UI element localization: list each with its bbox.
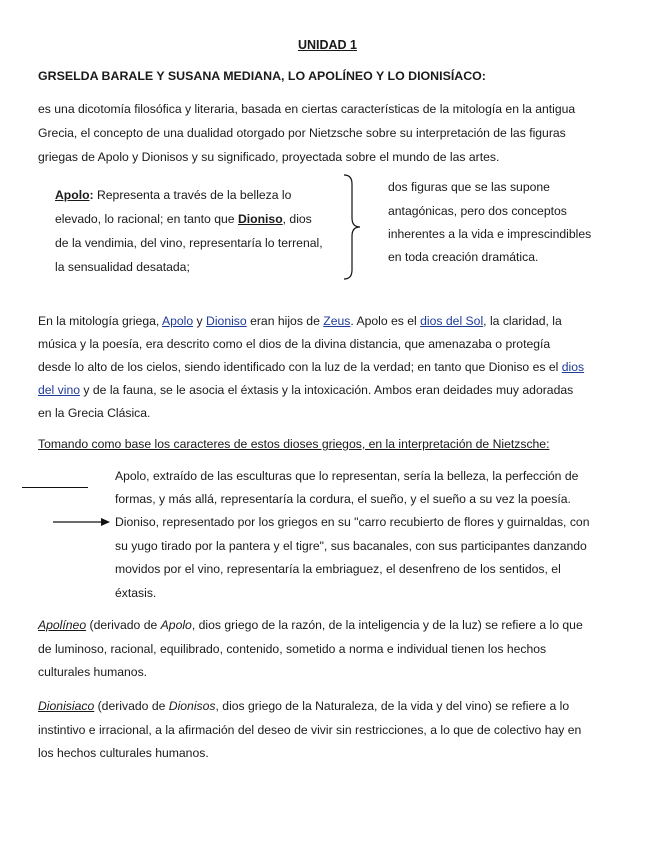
apolo-interpretation-line-2: formas, y más allá, representaría la cordura, el sueño, y el sueño a su vez la poesía. xyxy=(115,492,571,506)
dionisiaco-term: Dionisiaco xyxy=(38,699,95,713)
zeus-link[interactable]: Zeus xyxy=(323,314,351,328)
dionisiaco-line-1 xyxy=(38,699,569,713)
myth-line-2: música y la poesía, era descrito como el dios de la divina distancia, que amenazaba o protegía xyxy=(38,337,551,351)
myth-line-3 xyxy=(38,360,584,374)
apolo-definition-text: Representa a través de la belleza lo xyxy=(93,188,292,202)
intro-line-1: es una dicotomía filosófica y literaria, basada en ciertas características de la mitología en la antigua xyxy=(38,102,576,116)
apolineo-line-3: culturales humanos. xyxy=(38,665,148,679)
apolo-definition-line-2 xyxy=(55,212,312,226)
colon: : xyxy=(89,188,94,202)
definition-text: elevado, lo racional; en tanto que xyxy=(55,212,238,226)
dios-del-vino-link-cont[interactable]: del vino xyxy=(38,383,81,397)
apolineo-line-1 xyxy=(38,618,583,632)
apolineo-text: , dios griego de la razón, de la inteligencia y de la luz) se refiere a lo que xyxy=(191,618,583,632)
apolo-marker-line xyxy=(22,487,88,488)
dioniso-definition-line-3: de la vendimia, del vino, representaría lo terrenal, xyxy=(55,236,323,250)
myth-text: desde lo alto de los cielos, siendo identificado con la luz de la verdad; en tanto que Dioniso es el xyxy=(38,360,562,374)
dioniso-interpretation-line-4: éxtasis. xyxy=(115,586,157,600)
dioniso-definition-line-4: la sensualidad desatada; xyxy=(55,260,190,274)
myth-line-1 xyxy=(38,314,562,328)
apolineo-text: (derivado de xyxy=(86,618,161,632)
apolineo-line-2: de luminoso, racional, equilibrado, contenido, sometido a norma e individual tienen los hechos xyxy=(38,642,547,656)
apolo-term: Apolo xyxy=(55,188,90,202)
dios-del-sol-link[interactable]: dios del Sol xyxy=(420,314,484,328)
dionisiaco-line-2: instintivo e irracional, a la afirmación del deseo de vivir sin restricciones, a lo que de colectivo hay en xyxy=(38,723,582,737)
myth-text: En la mitología griega, xyxy=(38,314,162,328)
section-heading: GRSELDA BARALE Y SUSANA MEDIANA, LO APOLÍNEO Y LO DIONISÍACO: xyxy=(38,69,486,83)
myth-text: eran hijos de xyxy=(246,314,324,328)
myth-text: . Apolo es el xyxy=(350,314,421,328)
page-title: UNIDAD 1 xyxy=(297,38,358,52)
myth-line-4 xyxy=(38,383,573,397)
dioniso-interpretation-line-2: su yugo tirado por la pantera y el tigre", sus bacanales, con sus participantes danzando xyxy=(115,539,587,553)
dual-concept-line-3: inherentes a la vida e imprescindibles xyxy=(388,227,592,241)
dual-concept-line-2: antagónicas, pero dos conceptos xyxy=(388,204,567,218)
dionisiaco-line-3: los hechos culturales humanos. xyxy=(38,746,209,760)
dionisiaco-italic: Dionisos xyxy=(168,699,216,713)
arrow-right-icon xyxy=(53,517,111,527)
myth-text: y xyxy=(193,314,207,328)
dionisiaco-text: (derivado de xyxy=(94,699,169,713)
intro-line-2: Grecia, el concepto de una dualidad otorgado por Nietzsche sobre su interpretación de las figuras xyxy=(38,126,566,140)
dioniso-term: Dioniso xyxy=(237,212,283,226)
apolo-interpretation-line-1: Apolo, extraído de las esculturas que lo representan, sería la belleza, la perfección de xyxy=(115,469,579,483)
apolo-link[interactable]: Apolo xyxy=(161,314,194,328)
dioniso-link[interactable]: Dioniso xyxy=(206,314,247,328)
dioniso-interpretation-line-3: movidos por el vino, representaría la embriaguez, el desenfreno de los sentidos, el xyxy=(115,562,561,576)
dioniso-interpretation-line-1: Dioniso, representado por los griegos en su "carro recubierto de flores y guirnaldas, con xyxy=(115,515,590,529)
dual-concept-line-4: en toda creación dramática. xyxy=(388,250,539,264)
intro-line-3: griegas de Apolo y Dionisos y su significado, proyectada sobre el mundo de las artes. xyxy=(38,150,500,164)
definition-text: , dios xyxy=(282,212,312,226)
apolo-definition-line-1 xyxy=(55,188,291,202)
nietzsche-heading: Tomando como base los caracteres de estos dioses griegos, en la interpretación de Nietzsche: xyxy=(38,437,550,451)
dionisiaco-text: , dios griego de la Naturaleza, de la vida y del vino) se refiere a lo xyxy=(215,699,570,713)
apolineo-term: Apolíneo xyxy=(38,618,87,632)
right-curly-brace-icon xyxy=(342,174,366,280)
dios-del-vino-link[interactable]: dios xyxy=(561,360,585,374)
myth-text: , la claridad, la xyxy=(483,314,562,328)
myth-text: y de la fauna, se le asocia el éxtasis y la intoxicación. Ambos eran deidades muy adoradas xyxy=(80,383,574,397)
dual-concept-line-1: dos figuras que se las supone xyxy=(388,180,550,194)
apolineo-italic: Apolo xyxy=(160,618,192,632)
myth-line-5: en la Grecia Clásica. xyxy=(38,406,151,420)
